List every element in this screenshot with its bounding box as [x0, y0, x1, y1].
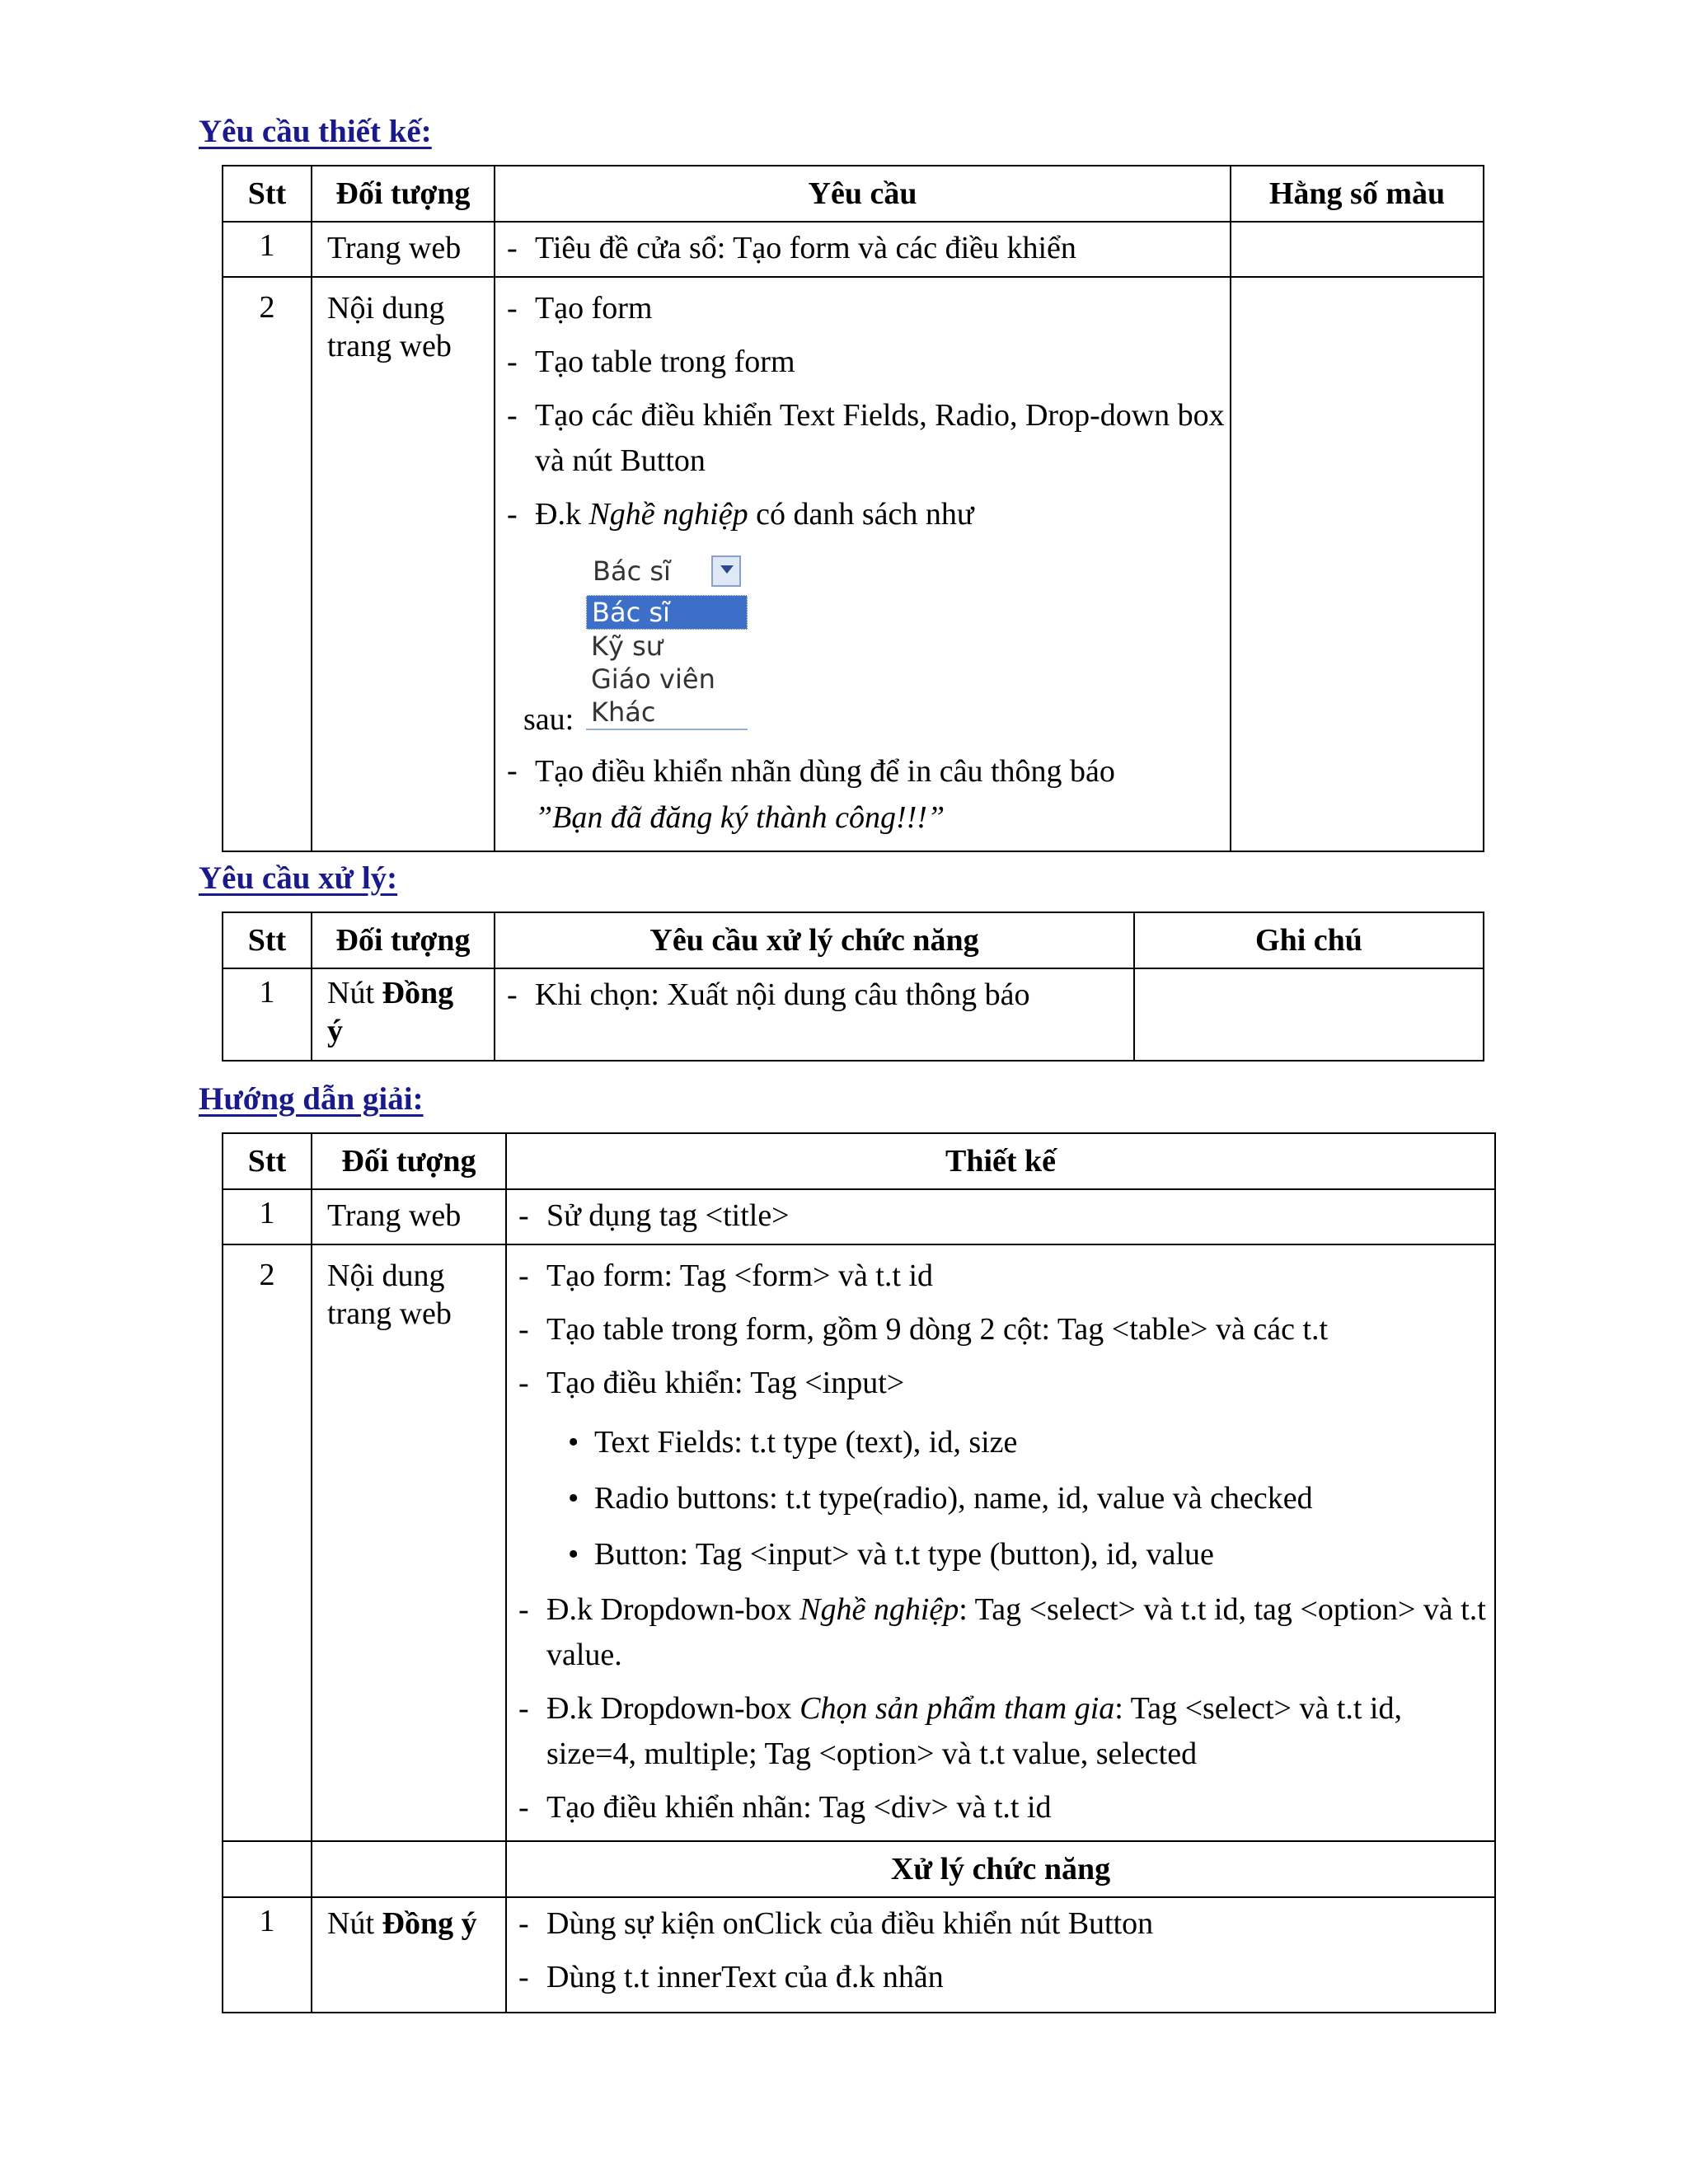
row-requirement: [495, 277, 1231, 851]
object-line-1: [327, 974, 494, 1012]
empty-cell: [312, 1841, 506, 1897]
text: : Tag <select> và t.t id, size=4, multiple; Tag <option> và t.t value, selected: [546, 1691, 1402, 1771]
dropdown-closed: [586, 554, 748, 588]
table-row: [223, 277, 1484, 851]
table-row: [223, 1244, 1495, 1841]
row-requirement: [495, 968, 1134, 1061]
row-design: [506, 1897, 1495, 2013]
row-stt: 2: [223, 277, 312, 851]
list-item: • Radio buttons: t.t type(radio), name, id, value và checked: [568, 1475, 1494, 1521]
row-design: [506, 1244, 1495, 1841]
table-header-row: [223, 166, 1484, 222]
header-object: Đối tượng: [312, 1133, 506, 1189]
table-row: [223, 1189, 1495, 1244]
dropdown-options-list: [586, 595, 748, 730]
row-stt: 1: [223, 968, 312, 1061]
list-item: - Tạo các điều khiển Text Fields, Radio, Drop-down box và nút Button: [507, 393, 1230, 484]
list-item: - Tạo điều khiển: Tag <input>: [518, 1361, 1494, 1406]
dropdown-option: Kỹ sư: [591, 630, 663, 662]
row-stt: 2: [223, 1244, 312, 1841]
text: Nút: [327, 1906, 382, 1941]
object-line-1: Nội dung: [327, 1258, 445, 1293]
list-item: - Tiêu đề cửa sổ: Tạo form và các điều khiển: [507, 226, 1230, 271]
dropdown-value: Bác sĩ: [593, 555, 671, 587]
table-row: [223, 1897, 1495, 2013]
dropdown-option: Bác sĩ: [586, 595, 748, 630]
message-text: ”Bạn đã đăng ký thành công!!!”: [535, 800, 945, 835]
text: : Tag <select> và t.t id, tag <option> và t.t value.: [546, 1592, 1486, 1672]
italic-text: Nghề nghiệp: [588, 497, 748, 532]
row-object: [312, 1244, 506, 1841]
text: Nút: [327, 976, 382, 1010]
bold-text: Đồng ý: [382, 1906, 477, 1941]
list-item: [507, 748, 1230, 841]
heading-design-requirements: Yêu cầu thiết kế:: [199, 114, 432, 149]
text: có danh sách như: [748, 497, 974, 532]
bold-text: Đồng: [382, 976, 454, 1010]
list-item: - Tạo table trong form, gồm 9 dòng 2 cột: Tag <table> và các t.t: [518, 1307, 1494, 1352]
dropdown-option: Khác: [591, 696, 656, 728]
list-item: • Button: Tag <input> và t.t type (button), id, value: [568, 1531, 1494, 1577]
header-function-processing: Xử lý chức năng: [506, 1841, 1495, 1897]
processing-requirements-table: [222, 912, 1484, 1062]
header-note: Ghi chú: [1134, 912, 1484, 968]
solution-guide-table: [222, 1132, 1496, 2013]
object-line-1: Nội dung: [327, 291, 445, 326]
row-design: [506, 1189, 1495, 1244]
object-line-2: ý: [327, 1014, 343, 1048]
list-item: [518, 1686, 1494, 1777]
text: - Tạo điều khiển nhãn dùng để in câu thông báo: [535, 754, 1115, 789]
list-item: - Tạo form: [507, 286, 1230, 331]
italic-text: Nghề nghiệp: [799, 1592, 959, 1627]
row-stt: 1: [223, 222, 312, 277]
row-requirement: [495, 222, 1231, 277]
list-item: - Sử dụng tag <title>: [518, 1193, 1494, 1239]
row-stt: 1: [223, 1189, 312, 1244]
header-object: Đối tượng: [312, 912, 495, 968]
table-row: [223, 968, 1484, 1061]
header-stt: Stt: [223, 912, 312, 968]
header-function-requirement: Yêu cầu xử lý chức năng: [495, 912, 1134, 968]
row-stt: 1: [223, 1897, 312, 2013]
list-item: • Text Fields: t.t type (text), id, size: [568, 1419, 1494, 1465]
row-object: Trang web: [312, 1189, 506, 1244]
list-item: [518, 1587, 1494, 1678]
row-color: [1231, 277, 1484, 851]
dropdown-example-image: [495, 547, 1230, 737]
list-item: - Dùng t.t innerText của đ.k nhãn: [518, 1955, 1494, 2000]
design-requirements-table: [222, 165, 1484, 852]
object-line-2: trang web: [327, 1296, 452, 1331]
table-row: [223, 222, 1484, 277]
row-object: Trang web: [312, 222, 495, 277]
heading-processing-requirements: Yêu cầu xử lý:: [199, 860, 398, 896]
chevron-down-icon: [711, 555, 741, 587]
row-object: [312, 968, 495, 1061]
text: Đ.k Dropdown-box: [546, 1691, 800, 1726]
table-header-row: [223, 912, 1484, 968]
header-design: Thiết kế: [506, 1133, 1495, 1189]
text: Đ.k Dropdown-box: [546, 1592, 800, 1627]
object-line-2: trang web: [327, 329, 452, 363]
list-item: - Tạo điều khiển nhãn: Tag <div> và t.t id: [518, 1785, 1494, 1830]
heading-solution-guide: Hướng dẫn giải:: [199, 1081, 424, 1117]
list-item: [507, 492, 1230, 537]
list-item: - Khi chọn: Xuất nội dung câu thông báo: [507, 972, 1133, 1018]
list-item: - Tạo table trong form: [507, 340, 1230, 385]
table-header-row: [223, 1133, 1495, 1189]
italic-text: Chọn sản phẩm tham gia: [799, 1691, 1115, 1726]
header-requirement: Yêu cầu: [495, 166, 1231, 222]
dropdown-option: Giáo viên: [591, 663, 715, 695]
row-color: [1231, 222, 1484, 277]
header-color-constant: Hằng số màu: [1231, 166, 1484, 222]
header-object: Đối tượng: [312, 166, 495, 222]
function-header-row: [223, 1841, 1495, 1897]
row-object: [312, 1897, 506, 2013]
sau-label: sau:: [523, 702, 574, 737]
header-stt: Stt: [223, 1133, 312, 1189]
list-item: - Tạo form: Tag <form> và t.t id: [518, 1254, 1494, 1299]
input-types-list: [507, 1419, 1494, 1577]
list-item: - Dùng sự kiện onClick của điều khiển nút Button: [518, 1901, 1494, 1947]
row-note: [1134, 968, 1484, 1061]
empty-cell: [223, 1841, 312, 1897]
row-object: [312, 277, 495, 851]
text: Đ.k: [535, 497, 589, 532]
header-stt: Stt: [223, 166, 312, 222]
